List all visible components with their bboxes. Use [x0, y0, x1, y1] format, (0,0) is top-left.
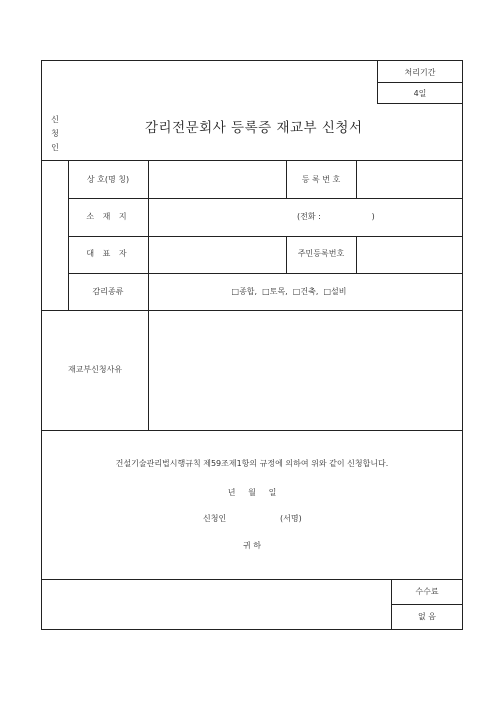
declaration-text: 건설기술관리법시행규칙 제59조제1항의 규정에 의하여 위와 같이 신청합니다.: [115, 459, 389, 468]
form-title: 감리전문회사 등록증 재교부 신청서: [145, 120, 363, 136]
reason-section-bottom-border: [42, 430, 462, 431]
reason-label: 재교부신청사유: [67, 365, 123, 374]
resident-number-field[interactable]: [357, 237, 462, 273]
applicant-label: 신 청 인: [51, 115, 59, 152]
date-line[interactable]: 년 월 일: [227, 488, 277, 497]
fee-label: 수수료: [415, 587, 439, 596]
right-label-column-left-border: [286, 160, 287, 198]
addressee-label: 귀 하: [243, 541, 261, 550]
address-label: 소 재 지: [86, 212, 130, 221]
declaration-section-bottom-border: [42, 579, 462, 580]
processing-period-value: 4일: [413, 89, 427, 98]
phone-label: (전화 : ): [297, 212, 375, 221]
trade-name-label: 상 호(명 칭): [86, 175, 130, 184]
application-form: [41, 60, 463, 630]
fee-value: 없 음: [418, 612, 436, 621]
supervision-type-options[interactable]: □종합, □토목, □건축, □설비: [231, 287, 347, 296]
signature-label: (서명): [280, 514, 302, 523]
resident-number-label: 주민등록번호: [297, 249, 345, 258]
registration-number-label: 등 록 번 호: [301, 175, 341, 184]
right-label-column-left-border-row3: [286, 236, 287, 273]
representative-label: 대 표 자: [86, 249, 130, 258]
processing-box-bottom-border: [377, 103, 463, 104]
trade-name-field[interactable]: [149, 161, 286, 198]
applicant-label-column-border: [68, 160, 69, 310]
processing-period-label: 처리기간: [404, 68, 436, 77]
row-divider-3: [68, 273, 462, 274]
registration-number-field[interactable]: [357, 161, 462, 198]
applicant-signature-label: 신청인: [203, 514, 227, 523]
processing-box-divider: [377, 82, 463, 83]
representative-field[interactable]: [149, 237, 286, 273]
supervision-type-label: 감리종류: [92, 287, 124, 296]
reason-field[interactable]: [149, 311, 462, 430]
fee-divider: [391, 604, 462, 605]
